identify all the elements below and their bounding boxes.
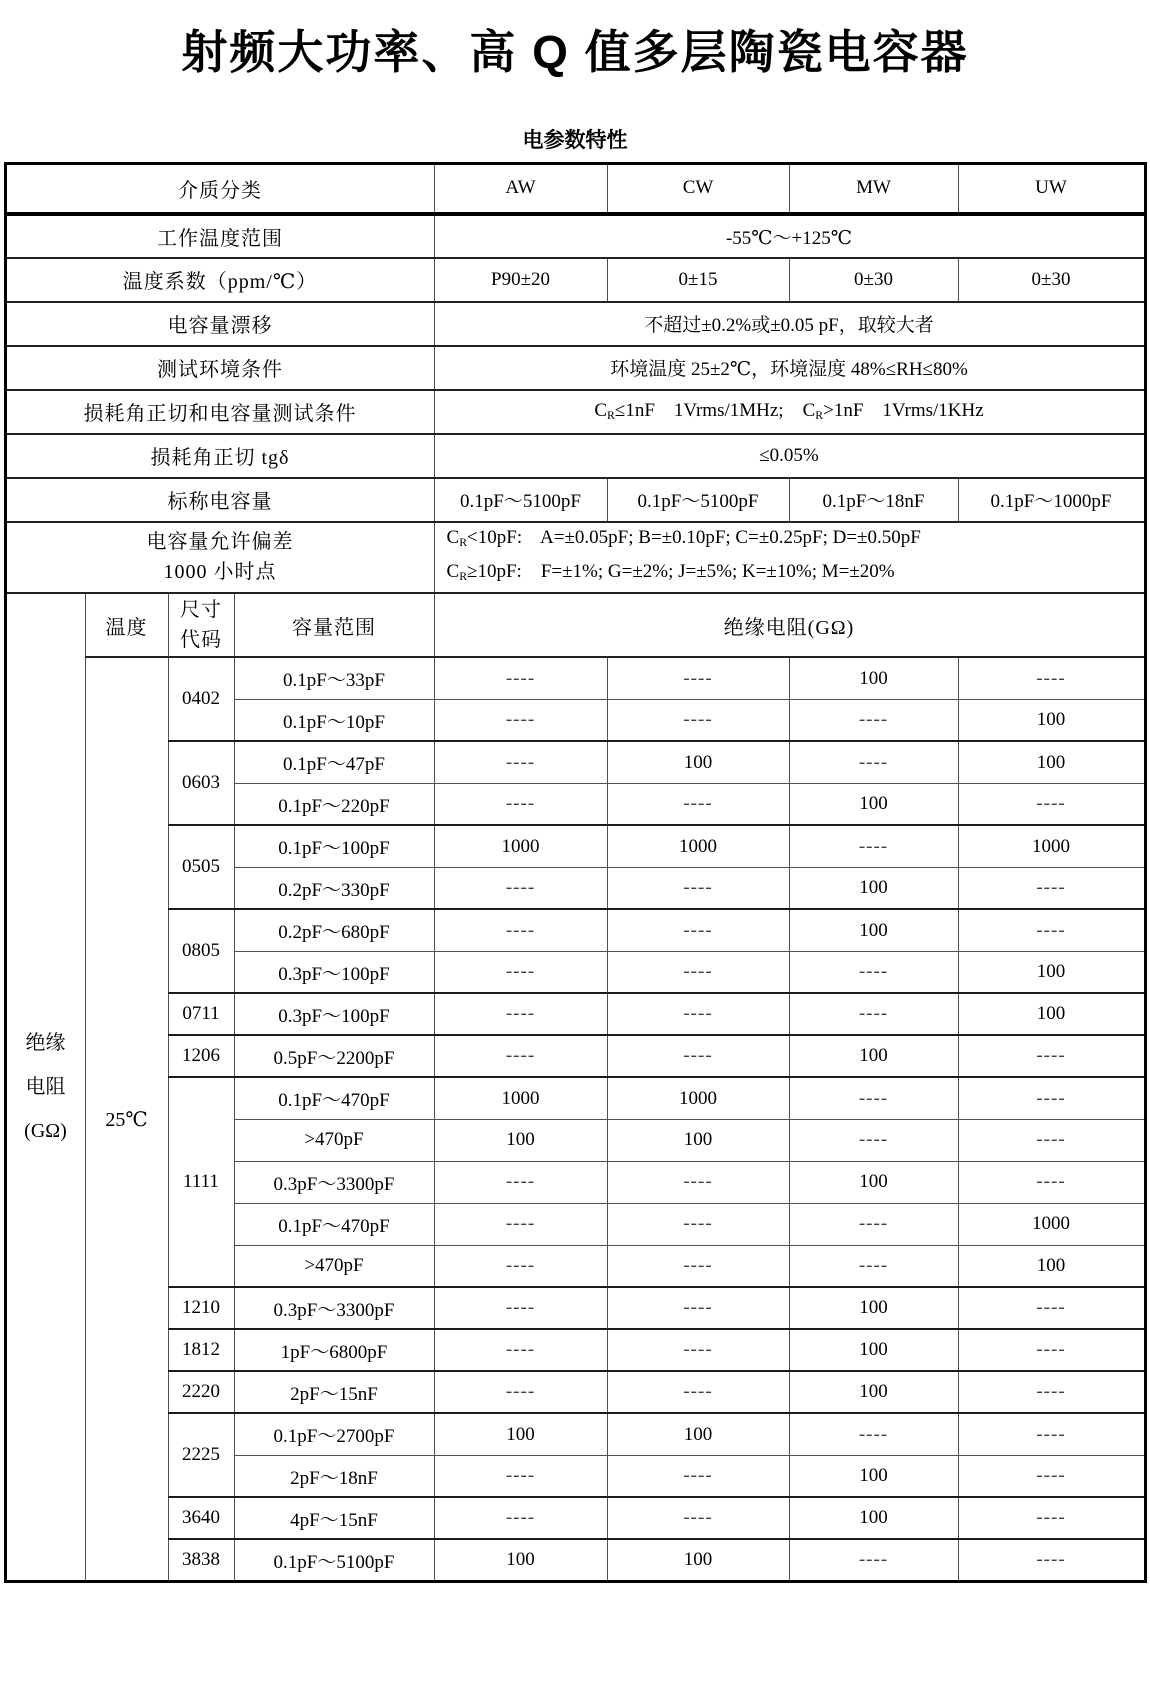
temperature-cell: 25℃ xyxy=(85,657,168,1581)
cap-range-cell: 0.5pF～2200pF xyxy=(234,1035,434,1077)
row-label: 电容量漂移 xyxy=(5,302,434,346)
ir-value-cell: ---- xyxy=(958,1035,1145,1077)
ir-value-cell: ---- xyxy=(434,657,607,699)
table-row xyxy=(5,1287,1145,1329)
ir-value-cell: ---- xyxy=(958,657,1145,699)
ir-value-cell: ---- xyxy=(958,1539,1145,1581)
cap-range-cell: 0.3pF～100pF xyxy=(234,951,434,993)
row-label: 损耗角正切 tgδ xyxy=(5,434,434,478)
nominal-cap-aw: 0.1pF～5100pF xyxy=(434,478,607,522)
ir-value-cell: 100 xyxy=(958,1245,1145,1287)
cap-range-cell: 2pF～18nF xyxy=(234,1455,434,1497)
ir-value-cell: ---- xyxy=(958,783,1145,825)
nominal-cap-cw: 0.1pF～5100pF xyxy=(607,478,789,522)
ir-value-cell: ---- xyxy=(607,993,789,1035)
size-code-cell: 0505 xyxy=(168,825,234,909)
tg-delta-value: ≤0.05% xyxy=(434,434,1145,478)
size-header-line1: 尺寸 xyxy=(180,599,222,622)
class-mw: MW xyxy=(789,164,958,214)
ir-value-cell: ---- xyxy=(958,1287,1145,1329)
ir-value-cell: ---- xyxy=(434,1245,607,1287)
tolerance-value xyxy=(434,522,1145,594)
cap-range-cell: 0.3pF～100pF xyxy=(234,993,434,1035)
ir-value-cell: ---- xyxy=(958,1329,1145,1371)
tolerance-line2-text: ≥10pF: F=±1%; G=±2%; J=±5%; K=±10%; M=±20% xyxy=(467,561,895,583)
tolerance-label-line1: 电容量允许偏差 xyxy=(146,531,294,554)
row-label: 温度系数（ppm/℃） xyxy=(5,258,434,302)
ir-value-header: 绝缘电阻(GΩ) xyxy=(434,593,1145,657)
ir-value-cell: 100 xyxy=(789,1161,958,1203)
ir-value-cell: 100 xyxy=(789,1455,958,1497)
ir-value-cell: ---- xyxy=(434,1203,607,1245)
nominal-cap-uw: 0.1pF～1000pF xyxy=(958,478,1145,522)
ir-value-cell: 1000 xyxy=(958,825,1145,867)
tolerance-line2 xyxy=(447,557,1142,592)
tolerance-label xyxy=(5,522,434,594)
tolerance-row xyxy=(5,522,1145,594)
ir-value-cell: ---- xyxy=(434,741,607,783)
page-title: 射频大功率、高 Q 值多层陶瓷电容器 xyxy=(181,26,969,78)
ir-value-cell: ---- xyxy=(958,1497,1145,1539)
ir-value-cell: ---- xyxy=(607,909,789,951)
ir-value-cell: 100 xyxy=(958,699,1145,741)
loss-test-part2: >1nF 1Vrms/1KHz xyxy=(823,400,984,422)
temp-coeff-aw: P90±20 xyxy=(434,258,607,302)
size-code-cell: 0603 xyxy=(168,741,234,825)
tolerance-label-line2: 1000 小时点 xyxy=(163,561,277,584)
ir-value-cell: ---- xyxy=(607,1287,789,1329)
cap-range-cell: 0.1pF～5100pF xyxy=(234,1539,434,1581)
nominal-cap-row xyxy=(5,478,1145,522)
size-header-line2: 代码 xyxy=(180,629,222,652)
ir-value-cell: ---- xyxy=(434,1329,607,1371)
ir-value-cell: 100 xyxy=(789,867,958,909)
ir-value-cell: ---- xyxy=(434,951,607,993)
temp-coeff-uw: 0±30 xyxy=(958,258,1145,302)
dielectric-label: 介质分类 xyxy=(5,164,434,214)
cap-range-cell: 0.3pF～3300pF xyxy=(234,1161,434,1203)
table-row xyxy=(5,1329,1145,1371)
ir-value-cell: ---- xyxy=(607,1329,789,1371)
cap-range-cell: 0.2pF～680pF xyxy=(234,909,434,951)
cr-subscript: R xyxy=(815,408,824,422)
cap-range-cell: 0.2pF～330pF xyxy=(234,867,434,909)
temp-coeff-mw: 0±30 xyxy=(789,258,958,302)
ir-value-cell: 100 xyxy=(789,909,958,951)
size-code-cell: 0711 xyxy=(168,993,234,1035)
ir-value-cell: ---- xyxy=(607,783,789,825)
ir-value-cell: 100 xyxy=(789,657,958,699)
ir-side-line2: 电阻 xyxy=(25,1076,66,1099)
ir-value-cell: ---- xyxy=(434,1497,607,1539)
ir-value-cell: 100 xyxy=(607,741,789,783)
size-code-cell: 1111 xyxy=(168,1077,234,1287)
ir-value-cell: ---- xyxy=(789,1119,958,1161)
table-row xyxy=(5,1077,1145,1119)
ir-value-cell: ---- xyxy=(434,1161,607,1203)
ir-value-cell: ---- xyxy=(607,1497,789,1539)
ir-value-cell: ---- xyxy=(607,657,789,699)
ir-value-cell: ---- xyxy=(789,1539,958,1581)
ir-value-cell: 1000 xyxy=(958,1203,1145,1245)
cap-range-cell: 0.1pF～2700pF xyxy=(234,1413,434,1455)
cap-range-cell: 0.1pF～100pF xyxy=(234,825,434,867)
ir-value-cell: ---- xyxy=(607,699,789,741)
table-row xyxy=(5,657,1145,699)
ir-value-cell: ---- xyxy=(958,1161,1145,1203)
ir-value-cell: ---- xyxy=(789,1413,958,1455)
range-header: 容量范围 xyxy=(234,593,434,657)
row-label: 测试环境条件 xyxy=(5,346,434,390)
ir-value-cell: ---- xyxy=(958,1371,1145,1413)
ir-header-row xyxy=(5,593,1145,657)
row-label: 工作温度范围 xyxy=(5,214,434,258)
ir-value-cell: ---- xyxy=(434,909,607,951)
tolerance-line1-text: <10pF: A=±0.05pF; B=±0.10pF; C=±0.25pF; D=±0.50pF xyxy=(467,526,921,548)
cap-range-cell: 1pF～6800pF xyxy=(234,1329,434,1371)
table-row xyxy=(5,993,1145,1035)
table-row xyxy=(5,1497,1145,1539)
tg-delta-row xyxy=(5,434,1145,478)
ir-value-cell: 100 xyxy=(607,1539,789,1581)
ir-value-cell: 100 xyxy=(789,1035,958,1077)
size-code-cell: 3640 xyxy=(168,1497,234,1539)
ir-value-cell: 100 xyxy=(789,1287,958,1329)
temp-range-value: -55℃～+125℃ xyxy=(434,214,1145,258)
cap-range-cell: 0.1pF～470pF xyxy=(234,1077,434,1119)
ir-value-cell: ---- xyxy=(607,1035,789,1077)
ir-value-cell: ---- xyxy=(789,1245,958,1287)
cap-range-cell: 0.1pF～220pF xyxy=(234,783,434,825)
ir-value-cell: 1000 xyxy=(607,1077,789,1119)
ir-value-cell: ---- xyxy=(789,951,958,993)
table-row xyxy=(5,825,1145,867)
cap-range-cell: 0.1pF～10pF xyxy=(234,699,434,741)
ir-value-cell: ---- xyxy=(607,951,789,993)
cap-range-cell: 0.1pF～47pF xyxy=(234,741,434,783)
ir-side-line3: (GΩ) xyxy=(24,1120,67,1143)
ir-value-cell: 100 xyxy=(958,741,1145,783)
dielectric-header-row xyxy=(5,164,1145,214)
ir-value-cell: ---- xyxy=(958,1455,1145,1497)
temp-coeff-cw: 0±15 xyxy=(607,258,789,302)
ir-value-cell: 100 xyxy=(434,1539,607,1581)
size-code-header xyxy=(168,593,234,657)
ir-value-cell: ---- xyxy=(789,825,958,867)
ir-value-cell: ---- xyxy=(434,1371,607,1413)
ir-value-cell: 100 xyxy=(789,783,958,825)
ir-value-cell: ---- xyxy=(434,1455,607,1497)
size-code-cell: 1210 xyxy=(168,1287,234,1329)
loss-test-value xyxy=(434,390,1145,434)
temp-range-row xyxy=(5,214,1145,258)
ir-value-cell: ---- xyxy=(789,741,958,783)
table-row xyxy=(5,741,1145,783)
ir-value-cell: ---- xyxy=(607,1245,789,1287)
table-row xyxy=(5,1035,1145,1077)
temp-header: 温度 xyxy=(85,593,168,657)
section-subtitle: 电参数特性 xyxy=(522,129,628,152)
size-code-cell: 1206 xyxy=(168,1035,234,1077)
cap-range-cell: 0.1pF～33pF xyxy=(234,657,434,699)
ir-value-cell: ---- xyxy=(434,993,607,1035)
ir-value-cell: ---- xyxy=(958,909,1145,951)
class-cw: CW xyxy=(607,164,789,214)
ir-value-cell: 100 xyxy=(789,1329,958,1371)
cr-subscript: R xyxy=(607,408,615,422)
cap-drift-value: 不超过±0.2%或±0.05 pF，取较大者 xyxy=(434,302,1145,346)
table-row xyxy=(5,1413,1145,1455)
size-code-cell: 1812 xyxy=(168,1329,234,1371)
ir-value-cell: 100 xyxy=(607,1413,789,1455)
size-code-cell: 0402 xyxy=(168,657,234,741)
ir-value-cell: ---- xyxy=(958,1413,1145,1455)
loss-test-part1: ≤1nF 1Vrms/1MHz; xyxy=(614,400,803,422)
cap-range-cell: 4pF～15nF xyxy=(234,1497,434,1539)
ir-value-cell: 100 xyxy=(434,1413,607,1455)
ir-value-cell: ---- xyxy=(789,699,958,741)
ir-value-cell: 100 xyxy=(434,1119,607,1161)
cap-range-cell: 2pF～15nF xyxy=(234,1371,434,1413)
cr-subscript: R xyxy=(459,570,468,584)
cap-range-cell: 0.3pF～3300pF xyxy=(234,1287,434,1329)
ir-side-line1: 绝缘 xyxy=(25,1032,66,1055)
cr-subscript: R xyxy=(459,535,468,549)
size-code-cell: 2220 xyxy=(168,1371,234,1413)
ir-side-label xyxy=(5,593,85,1581)
ir-value-cell: ---- xyxy=(607,1371,789,1413)
ir-value-cell: ---- xyxy=(607,1455,789,1497)
test-env-row xyxy=(5,346,1145,390)
cr-symbol: C xyxy=(446,526,460,548)
table-row xyxy=(5,1371,1145,1413)
cr-symbol: C xyxy=(802,400,816,422)
class-aw: AW xyxy=(434,164,607,214)
size-code-cell: 2225 xyxy=(168,1413,234,1497)
class-uw: UW xyxy=(958,164,1145,214)
table-row xyxy=(5,909,1145,951)
ir-value-cell: ---- xyxy=(434,699,607,741)
ir-value-cell: ---- xyxy=(958,1077,1145,1119)
row-label: 标称电容量 xyxy=(5,478,434,522)
cap-drift-row xyxy=(5,302,1145,346)
tolerance-line1 xyxy=(447,523,1142,558)
ir-value-cell: ---- xyxy=(958,867,1145,909)
table-row xyxy=(5,1539,1145,1581)
spec-table xyxy=(4,162,1147,1583)
ir-value-cell: ---- xyxy=(434,783,607,825)
ir-value-cell: ---- xyxy=(434,867,607,909)
ir-value-cell: 100 xyxy=(607,1119,789,1161)
ir-value-cell: 1000 xyxy=(607,825,789,867)
cap-range-cell: 0.1pF～470pF xyxy=(234,1203,434,1245)
cap-range-cell: >470pF xyxy=(234,1245,434,1287)
ir-value-cell: 100 xyxy=(958,951,1145,993)
ir-value-cell: 100 xyxy=(958,993,1145,1035)
ir-value-cell: ---- xyxy=(607,1203,789,1245)
cr-symbol: C xyxy=(446,561,460,583)
size-code-cell: 0805 xyxy=(168,909,234,993)
ir-value-cell: 100 xyxy=(789,1497,958,1539)
size-code-cell: 3838 xyxy=(168,1539,234,1581)
cr-symbol: C xyxy=(594,400,608,422)
test-env-value: 环境温度 25±2℃，环境湿度 48%≤RH≤80% xyxy=(434,346,1145,390)
ir-value-cell: ---- xyxy=(789,1203,958,1245)
ir-value-cell: ---- xyxy=(434,1287,607,1329)
nominal-cap-mw: 0.1pF～18nF xyxy=(789,478,958,522)
ir-value-cell: ---- xyxy=(607,867,789,909)
ir-value-cell: ---- xyxy=(607,1161,789,1203)
ir-value-cell: 100 xyxy=(789,1371,958,1413)
cap-range-cell: >470pF xyxy=(234,1119,434,1161)
ir-value-cell: ---- xyxy=(789,1077,958,1119)
ir-value-cell: ---- xyxy=(958,1119,1145,1161)
loss-test-row xyxy=(5,390,1145,434)
ir-value-cell: 1000 xyxy=(434,1077,607,1119)
ir-value-cell: ---- xyxy=(789,993,958,1035)
ir-value-cell: 1000 xyxy=(434,825,607,867)
ir-value-cell: ---- xyxy=(434,1035,607,1077)
row-label: 损耗角正切和电容量测试条件 xyxy=(5,390,434,434)
temp-coeff-row xyxy=(5,258,1145,302)
